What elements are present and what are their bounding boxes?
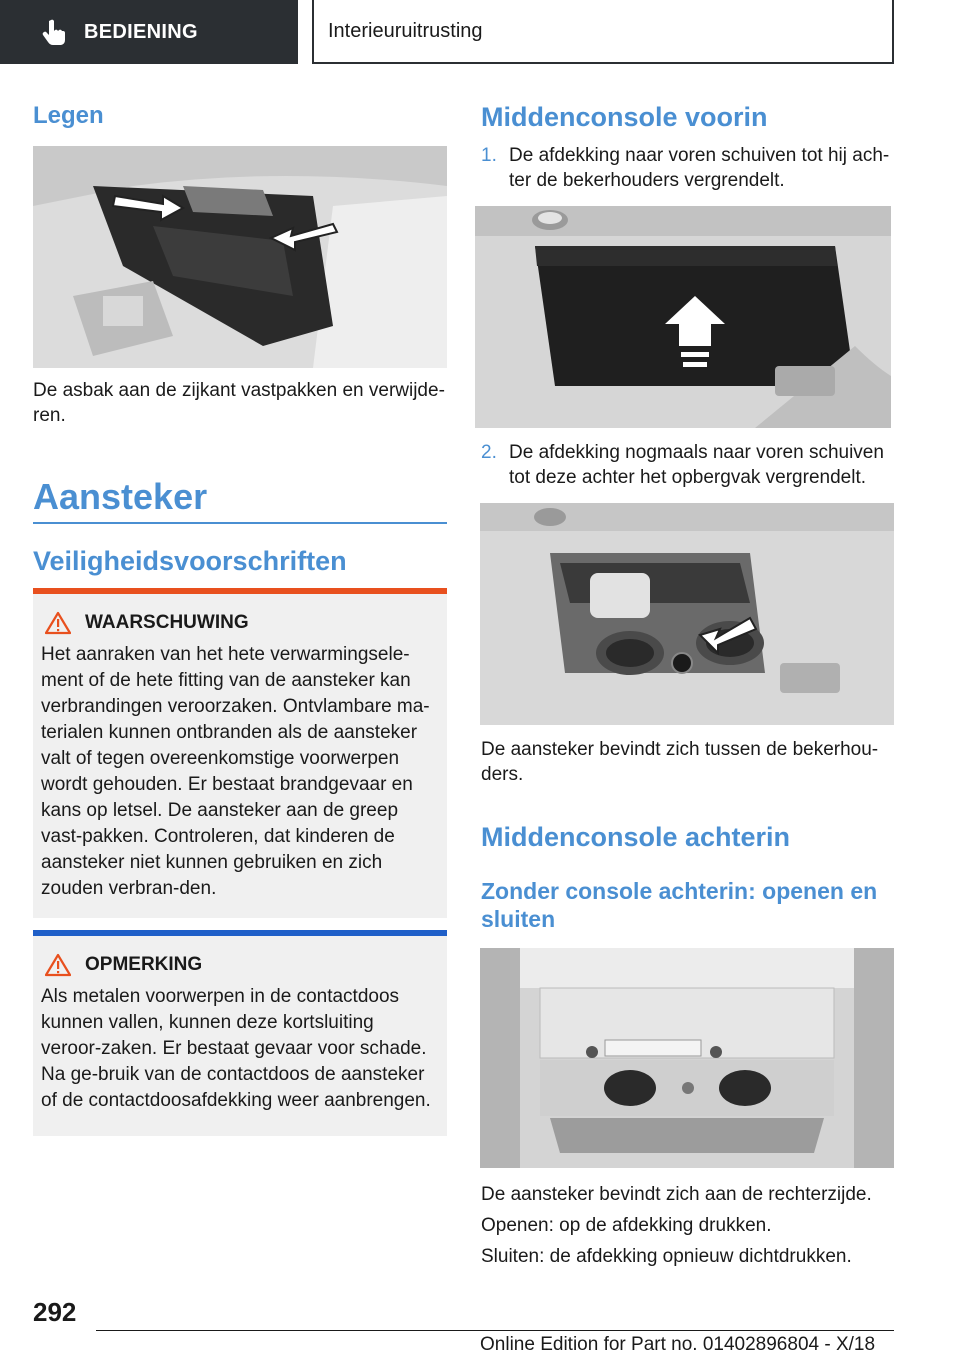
chapter-tab: [312, 0, 894, 64]
console-cover-image: [475, 206, 891, 428]
warning-title: WAARSCHUWING: [85, 612, 249, 633]
aansteker-heading: Aansteker: [33, 476, 208, 517]
chapter-title: Interieuruitrusting: [328, 19, 483, 42]
voorin-text: De aansteker bevindt zich tussen de bekerhou-ders.: [481, 739, 879, 785]
hand-pointer-icon: [40, 17, 70, 47]
footer-rule: [96, 1330, 894, 1331]
step-text: De afdekking nogmaals naar voren schuiven tot deze achter het opbergvak vergrendelt.: [509, 442, 884, 488]
legen-heading: Legen: [33, 102, 104, 129]
veiligheid-heading: Veiligheidsvoorschriften: [33, 546, 347, 576]
achterin-line-2: Openen: op de afdekking drukken.: [481, 1215, 772, 1236]
achterin-line-3: Sluiten: de afdekking opnieuw dichtdrukken.: [481, 1246, 852, 1267]
step-2: [481, 440, 895, 490]
warning-triangle-icon: [45, 611, 71, 635]
ashtray-image: [33, 146, 447, 368]
warning-text: Het aanraken van het hete verwarmingsele-ment of de hete fitting van de aansteker kan verbrandingen veroorzaken. Ontvlambare ma-terialen kunnen ontbranden als de aansteker valt of tegen overeenkomstige voorwerpen wordt gehouden. Er bestaat brandgevaar en kans op letsel. De aansteker aan de greep vast-pakken. Controleren, dat kinderen de aansteker niet kunnen gebruiken en zich zouden verbran-den.: [41, 644, 430, 899]
lighter-cupholder-image: [480, 503, 894, 725]
footer-edition: Online Edition for Part no. 01402896804 - X/18: [480, 1334, 876, 1355]
legen-text: De asbak aan de zijkant vastpakken en verwijde-ren.: [33, 380, 445, 426]
step-text: De afdekking naar voren schuiven tot hij ach-ter de bekerhouders vergrendelt.: [509, 145, 890, 191]
heading-rule: [33, 522, 447, 524]
notice-text: Als metalen voorwerpen in de contactdoos kunnen vallen, kunnen deze kortsluiting veroor-zaken. Er bestaat gevaar voor schade. Na ge-bruik van de contactdoos de aansteker of de contactdoosafdekking weer aanbrengen.: [41, 986, 431, 1111]
warning-box: [33, 588, 447, 918]
section-tab: [0, 0, 298, 64]
mc-voorin-heading: Middenconsole voorin: [481, 102, 768, 132]
achterin-line-1: De aansteker bevindt zich aan de rechterzijde.: [481, 1184, 872, 1205]
step-number: 2.: [481, 442, 497, 463]
warning-bar: [33, 588, 447, 594]
page-number: 292: [33, 1297, 77, 1327]
notice-bar: [33, 930, 447, 936]
zonder-heading: Zonder console achterin: openen en sluiten: [481, 878, 878, 932]
warning-triangle-icon: [45, 953, 71, 977]
section-title: BEDIENING: [84, 20, 198, 43]
mc-achterin-heading: Middenconsole achterin: [481, 822, 791, 852]
notice-box: [33, 930, 447, 1136]
step-1: [481, 143, 895, 193]
notice-title: OPMERKING: [85, 954, 203, 975]
rear-console-image: [480, 948, 894, 1168]
step-number: 1.: [481, 145, 497, 166]
